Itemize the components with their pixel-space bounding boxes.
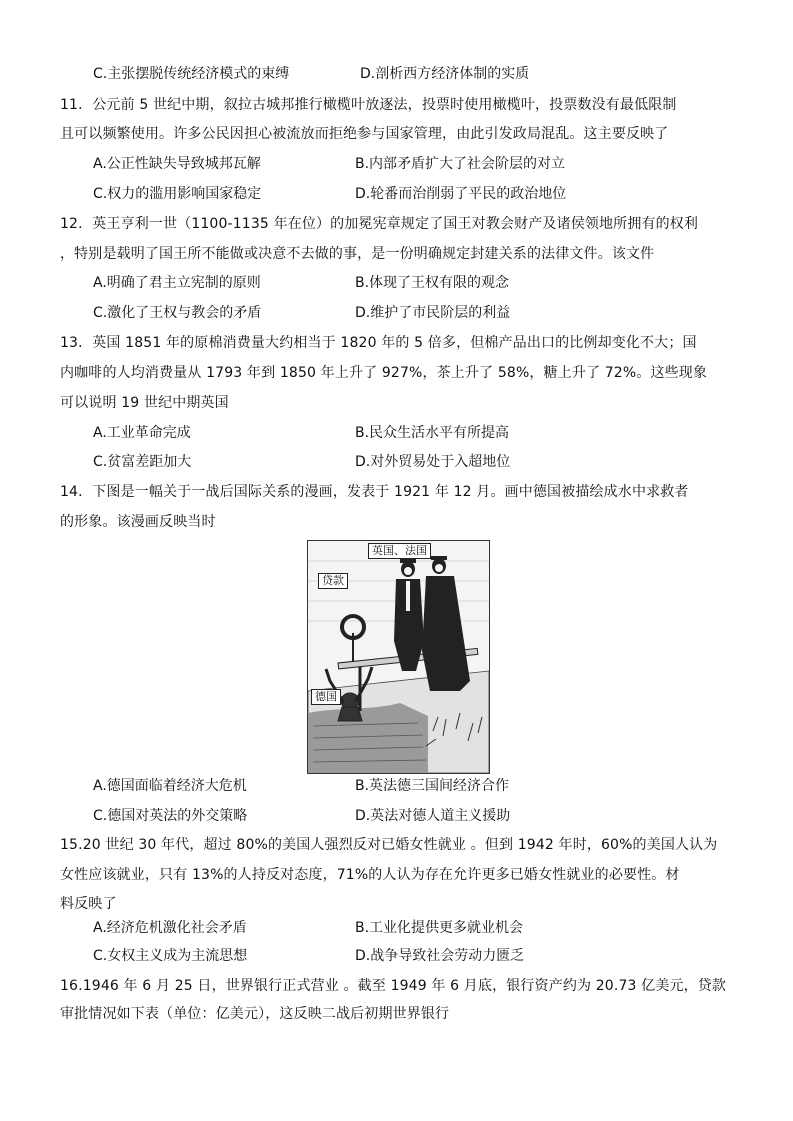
q11-stem-line-2: 且可以频繁使用。许多公民因担心被流放而拒绝参与国家管理，由此引发政局混乱。这主要反映了 xyxy=(60,126,669,142)
q14-stem-line-1: 14．下图是一幅关于一战后国际关系的漫画，发表于 1921 年 12 月。画中德国被描绘成水中求救者 xyxy=(60,484,689,500)
q11-option-c: C.权力的滥用影响国家稳定 xyxy=(93,186,262,202)
q16-stem-line-1: 16.1946 年 6 月 25 日，世界银行正式营业 。截至 1949 年 6 月底，银行资产约为 20.73 亿美元，贷款 xyxy=(60,978,727,994)
cartoon-label-loan: 贷款 xyxy=(318,573,348,589)
q11-stem-line-1: 11．公元前 5 世纪中期，叙拉古城邦推行橄榄叶放逐法，投票时使用橄榄叶，投票数没有最低限制 xyxy=(60,97,677,113)
q10-option-d: D.剖析西方经济体制的实质 xyxy=(360,66,530,82)
q12-option-d: D.维护了市民阶层的利益 xyxy=(355,305,511,321)
q11-option-b: B.内部矛盾扩大了社会阶层的对立 xyxy=(355,156,566,172)
q13-stem-line-2: 内咖啡的人均消费量从 1793 年到 1850 年上升了 927%，茶上升了 58%，糖上升了 72%。这些现象 xyxy=(60,365,708,381)
q15-option-d: D.战争导致社会劳动力匮乏 xyxy=(355,948,525,964)
q14-option-b: B.英法德三国间经济合作 xyxy=(355,778,510,794)
q14-cartoon xyxy=(307,540,490,774)
cartoon-label-britain-france: 英国、法国 xyxy=(368,543,431,559)
q12-option-c: C.激化了王权与教会的矛盾 xyxy=(93,305,262,321)
q11-option-d: D.轮番而治削弱了平民的政治地位 xyxy=(355,186,567,202)
q12-option-a: A.明确了君主立宪制的原则 xyxy=(93,275,261,291)
q12-stem-line-1: 12．英王亨利一世（1100-1135 年在位）的加冕宪章规定了国王对教会财产及诸侯领地所拥有的权利 xyxy=(60,216,699,232)
q13-stem-line-3: 可以说明 19 世纪中期英国 xyxy=(60,395,229,411)
q13-option-b: B.民众生活水平有所提高 xyxy=(355,425,510,441)
q13-option-c: C.贫富差距加大 xyxy=(93,454,192,470)
q15-option-c: C.女权主义成为主流思想 xyxy=(93,948,248,964)
cartoon-label-germany: 德国 xyxy=(311,689,341,705)
q13-stem-line-1: 13．英国 1851 年的原棉消费量大约相当于 1820 年的 5 倍多，但棉产品出口的比例却变化不大；国 xyxy=(60,335,697,351)
q15-option-b: B.工业化提供更多就业机会 xyxy=(355,920,524,936)
q15-stem-line-3: 料反映了 xyxy=(60,896,117,912)
q12-stem-line-2: ，特别是载明了国王所不能做或决意不去做的事，是一份明确规定封建关系的法律文件。该文件 xyxy=(60,246,655,262)
q14-option-d: D.英法对德人道主义援助 xyxy=(355,808,511,824)
q10-option-c: C.主张摆脱传统经济模式的束缚 xyxy=(93,66,290,82)
q13-option-a: A.工业革命完成 xyxy=(93,425,191,441)
q15-stem-line-2: 女性应该就业，只有 13%的人持反对态度，71%的人认为存在允许更多已婚女性就业的必要性。材 xyxy=(60,867,680,883)
q14-option-a: A.德国面临着经济大危机 xyxy=(93,778,247,794)
q12-option-b: B.体现了王权有限的观念 xyxy=(355,275,510,291)
q11-option-a: A.公正性缺失导致城邦瓦解 xyxy=(93,156,261,172)
q14-stem-line-2: 的形象。该漫画反映当时 xyxy=(60,514,216,530)
q15-option-a: A.经济危机激化社会矛盾 xyxy=(93,920,247,936)
q13-option-d: D.对外贸易处于入超地位 xyxy=(355,454,511,470)
q16-stem-line-2: 审批情况如下表（单位：亿美元），这反映二战后初期世界银行 xyxy=(60,1006,450,1022)
q15-stem-line-1: 15.20 世纪 30 年代，超过 80%的美国人强烈反对已婚女性就业 。但到 1942 年时，60%的美国人认为 xyxy=(60,837,718,853)
q14-option-c: C.德国对英法的外交策略 xyxy=(93,808,248,824)
